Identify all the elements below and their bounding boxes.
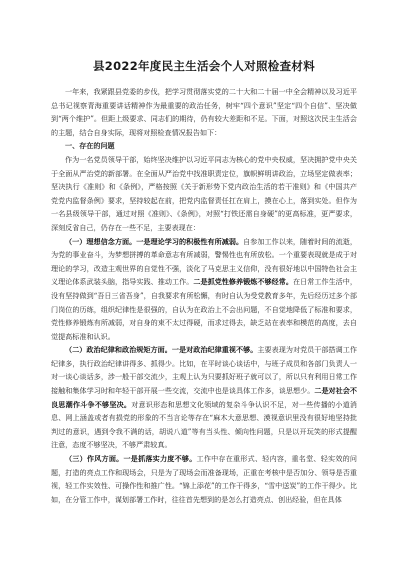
point-2-bold-a: 一是对政治纪律重视不够。 <box>171 345 258 355</box>
point-3-paragraph <box>51 452 357 506</box>
point-2-paragraph <box>51 343 357 452</box>
point-1-lead: （一）理想信念方面。 <box>65 236 137 246</box>
point-1-bold-a: 一是理论学习的积极性有所减弱。 <box>136 236 244 246</box>
point-3-bold-a: 一是抓落实力度不够。 <box>123 454 197 464</box>
point-1-bold-b: 二是抓党性修养锻炼不够经常。 <box>193 277 293 287</box>
section-1-heading: 一、存在的问题 <box>65 141 115 151</box>
point-2-lead: （二）政治纪律和政治规矩方面。 <box>65 345 172 355</box>
point-2-bold-b: 二是对社会不良思潮作斗争不够坚决。 <box>51 386 358 409</box>
point-1-text-b: 在日常工作生活中，没有坚持做到“吾日三省吾身”，自我要求有所松懈，有时自认为受党教育多年，先后经历过多个部门岗位的历练，组织纪律性是很强的，自认为在政治上不会出问题，不自觉地降低了标准和要求，党性修养锻炼有所减弱，对自身的束不太过得硬，而求过得去，缺乏站在表率和模范的高度，去自觉提高标准和认识。 <box>51 277 358 341</box>
point-3-text-a: 工作中存在重形式、轻内容，重名堂、轻实效的问题，打造的亮点工作和现场会，只是为了现场会而准备现场，正重在考核中是否加分、领导是否重视，轻工作实效性、可操作性和推广性。“锦上添花”的工作干得多，“雪中送炭”的工作干得少。比如，在分管工作中，谋划部署工作时，往往首先想到的是怎么打造亮点、创出经验，但在具体 <box>51 454 358 504</box>
point-1-paragraph <box>51 235 357 344</box>
document-title: 县2022年度民主生活会个人对照检查材料 <box>92 59 315 73</box>
point-3-lead: （三）作风方面。 <box>65 454 124 464</box>
section-1-intro-paragraph: 作为一名党员领导干部，始终坚决维护以习近平同志为核心的党中央权威，坚决拥护党中央关于全面从严治党的新部署。在全面从严治党中找准职责定位，旗帜鲜明讲政治，立场坚定做表率；坚决执行《准则》和《条例》，严格按照《关于新形势下党内政治生活的若干准则》和《中国共产党党内监督条例》要求，坚持较起在前，把党内监督责任扛在肩上，摸在心上，落到实处。但作为一名县级领导干部，通过对照《准则》、《条例》，对照“打铁还需自身硬”的更高标准，更严要求，深刻反省自己，仍存在一些不足，主要表现在： <box>51 154 357 232</box>
point-1-text-a: 自参加工作以来，随着时间的流逝，为党的事业奋斗，为梦想拼搏的革命意志有所减弱，警惕性也有所放松。一个重要表现就是成于对理论的学习，改造主观世界的自觉性不强，淡化了马克思主义信仰，没有很好地以中国特色社会主义理论体系武装头脑，指导实践、推动工作。 <box>51 236 358 287</box>
point-2-text-a: 主要表现为对党员干部搭调工作纪律多，执行政治纪律讲得多、抓得少。比如，在平时谈心谈话中，与班子成员和各部门负责人一对一谈心谈话多，涉一般干部交流少，主观上认为只要抓好班子就可以了，所以只有利用日常工作接触和集体学习时和年轻干部开展一些交流，交流中也是谈具体工作多，谈思想少。 <box>51 345 358 396</box>
intro-paragraph: 一年来，我紧跟县党委的步伐，把学习贯彻落实党的二十大和二十届一中全会精神以及习近平总书记视察青海重要讲话精神作为最重要的政治任务，树牢“四个意识”坚定“四个自信”、坚决做到“两个维护”。但距上级要求、同志们的期待，仍有较大差距和不足。下面，对照这次民主生活会的主题，结合自身实际，现将对照检查情况报告如下： <box>51 87 357 137</box>
point-2-text-b: 对意识形态和思想文化领域的复杂斗争认识不足，对一些传播的小道消息、网上涵盖或者有损党的形象的不当言论等存在“麻木大意思想、漠视意识里没有很好地坚持批判过的意识，遇到令我不满的话，胡说八道”等有当头性、倾向性问题，只是以开玩笑的形式提醒注意，态度不够坚决，不够严肃较真。 <box>51 399 358 450</box>
